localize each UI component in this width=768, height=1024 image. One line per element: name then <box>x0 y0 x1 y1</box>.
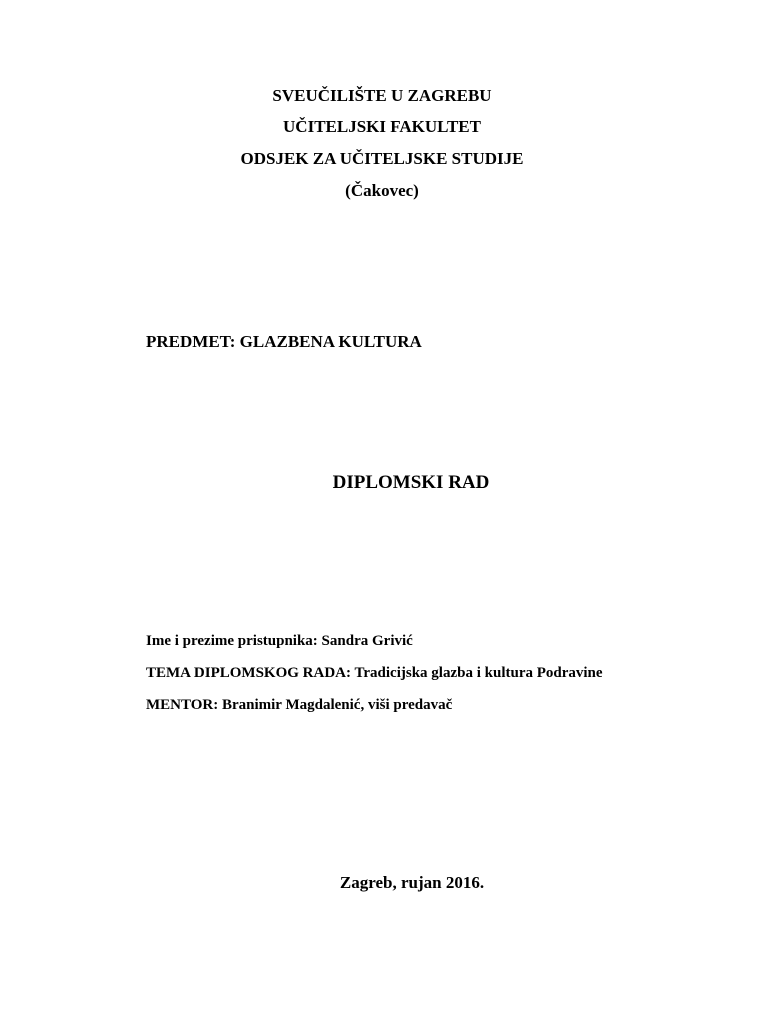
department-name: ODSJEK ZA UČITELJSKE STUDIJE <box>240 149 524 168</box>
candidate-info: Ime i prezime pristupnika: Sandra Grivić <box>146 633 413 649</box>
date-place: Zagreb, rujan 2016. <box>339 873 485 892</box>
thesis-title: DIPLOMSKI RAD <box>332 472 490 493</box>
mentor-info: MENTOR: Branimir Magdalenić, viši predavač <box>146 697 453 713</box>
faculty-name: UČITELJSKI FAKULTET <box>283 117 481 136</box>
city-name: (Čakovec) <box>345 181 419 200</box>
subject-line: PREDMET: GLAZBENA KULTURA <box>146 332 422 351</box>
thesis-topic-info: TEMA DIPLOMSKOG RADA: Tradicijska glazba i kultura Podravine <box>146 665 603 681</box>
university-name: SVEUČILIŠTE U ZAGREBU <box>272 86 492 105</box>
